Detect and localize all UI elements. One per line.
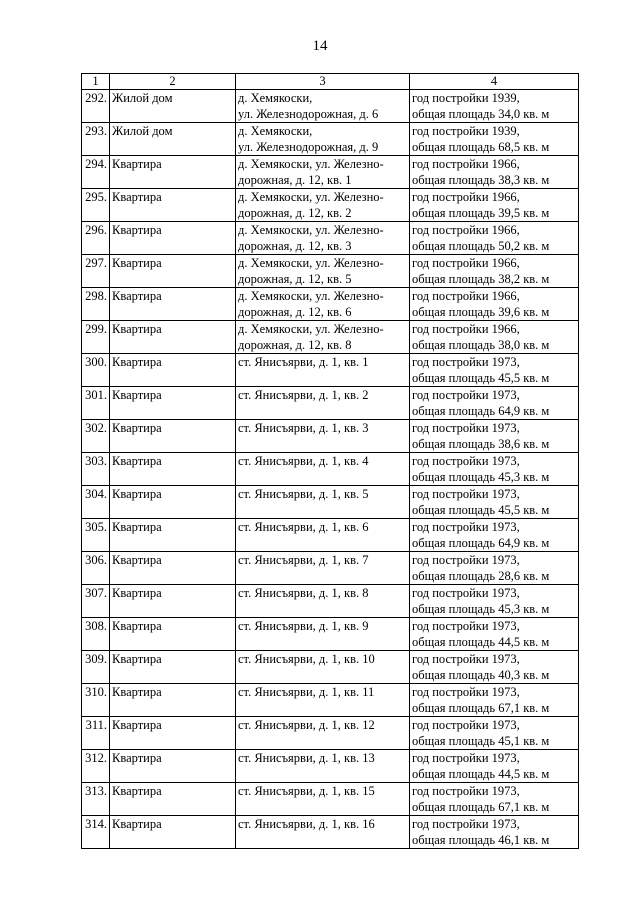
row-number-cell: [82, 717, 110, 750]
address-line: ст. Янисъярви, д. 1, кв. 7: [238, 553, 369, 567]
build-year-line: год постройки 1973,: [412, 454, 520, 468]
table-row: [82, 486, 579, 519]
address-cell: [236, 255, 410, 288]
row-number: 303.: [85, 454, 107, 468]
object-name: Квартира: [112, 751, 162, 765]
table-row: [82, 717, 579, 750]
address-line: д. Хемякоски, ул. Железно-: [238, 190, 384, 204]
object-name: Квартира: [112, 586, 162, 600]
address-line: ст. Янисъярви, д. 1, кв. 9: [238, 619, 369, 633]
table-row: [82, 354, 579, 387]
row-number-cell: [82, 156, 110, 189]
object-cell: [110, 255, 236, 288]
address-line: ст. Янисъярви, д. 1, кв. 2: [238, 388, 369, 402]
row-number-cell: [82, 519, 110, 552]
object-cell: [110, 750, 236, 783]
address-line: ст. Янисъярви, д. 1, кв. 10: [238, 652, 375, 666]
object-cell: [110, 90, 236, 123]
object-name: Квартира: [112, 190, 162, 204]
info-cell: [410, 90, 579, 123]
info-cell: [410, 288, 579, 321]
address-cell: [236, 783, 410, 816]
object-name: Квартира: [112, 817, 162, 831]
build-year-line: год постройки 1939,: [412, 91, 520, 105]
row-number: 306.: [85, 553, 107, 567]
info-cell: [410, 585, 579, 618]
row-number: 293.: [85, 124, 107, 138]
info-cell: [410, 750, 579, 783]
row-number-cell: [82, 651, 110, 684]
address-line: дорожная, д. 12, кв. 5: [238, 272, 352, 286]
object-cell: [110, 123, 236, 156]
table-row: [82, 255, 579, 288]
build-year-line: год постройки 1973,: [412, 652, 520, 666]
address-cell: [236, 651, 410, 684]
build-year-line: год постройки 1973,: [412, 355, 520, 369]
row-number: 313.: [85, 784, 107, 798]
address-cell: [236, 321, 410, 354]
object-cell: [110, 189, 236, 222]
info-cell: [410, 420, 579, 453]
build-year-line: год постройки 1973,: [412, 520, 520, 534]
address-line: ст. Янисъярви, д. 1, кв. 8: [238, 586, 369, 600]
address-cell: [236, 387, 410, 420]
object-cell: [110, 486, 236, 519]
address-line: ст. Янисъярви, д. 1, кв. 15: [238, 784, 375, 798]
row-number: 298.: [85, 289, 107, 303]
build-year-line: год постройки 1966,: [412, 223, 520, 237]
info-cell: [410, 486, 579, 519]
build-year-line: год постройки 1973,: [412, 421, 520, 435]
area-line: общая площадь 39,6 кв. м: [412, 305, 550, 319]
area-line: общая площадь 45,5 кв. м: [412, 503, 550, 517]
table-row: [82, 156, 579, 189]
object-name: Квартира: [112, 157, 162, 171]
table-row: [82, 123, 579, 156]
build-year-line: год постройки 1973,: [412, 718, 520, 732]
object-name: Квартира: [112, 223, 162, 237]
table-row: [82, 90, 579, 123]
row-number: 297.: [85, 256, 107, 270]
object-cell: [110, 321, 236, 354]
object-name: Квартира: [112, 256, 162, 270]
area-line: общая площадь 67,1 кв. м: [412, 701, 550, 715]
row-number: 305.: [85, 520, 107, 534]
page-number: 14: [312, 38, 328, 54]
row-number: 304.: [85, 487, 107, 501]
area-line: общая площадь 64,9 кв. м: [412, 404, 550, 418]
table-row: [82, 519, 579, 552]
info-cell: [410, 453, 579, 486]
info-cell: [410, 222, 579, 255]
row-number-cell: [82, 255, 110, 288]
column-header: 2: [110, 74, 236, 90]
object-cell: [110, 156, 236, 189]
row-number: 294.: [85, 157, 107, 171]
column-header: 1: [82, 74, 110, 90]
object-cell: [110, 651, 236, 684]
object-name: Квартира: [112, 520, 162, 534]
row-number-cell: [82, 618, 110, 651]
row-number-cell: [82, 321, 110, 354]
area-line: общая площадь 38,3 кв. м: [412, 173, 550, 187]
row-number-cell: [82, 552, 110, 585]
address-cell: [236, 684, 410, 717]
info-cell: [410, 552, 579, 585]
object-name: Квартира: [112, 652, 162, 666]
address-cell: [236, 750, 410, 783]
row-number-cell: [82, 585, 110, 618]
row-number-cell: [82, 486, 110, 519]
build-year-line: год постройки 1973,: [412, 619, 520, 633]
info-cell: [410, 321, 579, 354]
address-line: ст. Янисъярви, д. 1, кв. 1: [238, 355, 369, 369]
info-cell: [410, 189, 579, 222]
area-line: общая площадь 45,1 кв. м: [412, 734, 550, 748]
address-line: д. Хемякоски, ул. Железно-: [238, 289, 384, 303]
table-row: [82, 651, 579, 684]
object-name: Квартира: [112, 553, 162, 567]
address-line: дорожная, д. 12, кв. 8: [238, 338, 352, 352]
object-name: Квартира: [112, 388, 162, 402]
address-line: ст. Янисъярви, д. 1, кв. 6: [238, 520, 369, 534]
build-year-line: год постройки 1973,: [412, 784, 520, 798]
row-number: 296.: [85, 223, 107, 237]
area-line: общая площадь 68,5 кв. м: [412, 140, 550, 154]
area-line: общая площадь 45,3 кв. м: [412, 470, 550, 484]
area-line: общая площадь 67,1 кв. м: [412, 800, 550, 814]
object-name: Квартира: [112, 454, 162, 468]
address-line: ст. Янисъярви, д. 1, кв. 12: [238, 718, 375, 732]
info-cell: [410, 354, 579, 387]
address-cell: [236, 519, 410, 552]
row-number: 314.: [85, 817, 107, 831]
row-number-cell: [82, 387, 110, 420]
table-row: [82, 453, 579, 486]
build-year-line: год постройки 1973,: [412, 751, 520, 765]
table-header-row: [82, 74, 579, 90]
address-cell: [236, 123, 410, 156]
row-number: 300.: [85, 355, 107, 369]
area-line: общая площадь 44,5 кв. м: [412, 635, 550, 649]
build-year-line: год постройки 1939,: [412, 124, 520, 138]
object-name: Квартира: [112, 784, 162, 798]
address-line: дорожная, д. 12, кв. 3: [238, 239, 352, 253]
area-line: общая площадь 38,6 кв. м: [412, 437, 550, 451]
row-number-cell: [82, 453, 110, 486]
address-line: ст. Янисъярви, д. 1, кв. 11: [238, 685, 375, 699]
address-cell: [236, 816, 410, 849]
object-cell: [110, 618, 236, 651]
area-line: общая площадь 44,5 кв. м: [412, 767, 550, 781]
build-year-line: год постройки 1973,: [412, 388, 520, 402]
row-number: 299.: [85, 322, 107, 336]
info-cell: [410, 651, 579, 684]
table-row: [82, 684, 579, 717]
row-number-cell: [82, 420, 110, 453]
object-cell: [110, 387, 236, 420]
row-number: 307.: [85, 586, 107, 600]
object-cell: [110, 717, 236, 750]
address-line: д. Хемякоски, ул. Железно-: [238, 157, 384, 171]
table-row: [82, 189, 579, 222]
address-line: д. Хемякоски, ул. Железно-: [238, 322, 384, 336]
object-name: Квартира: [112, 421, 162, 435]
area-line: общая площадь 45,3 кв. м: [412, 602, 550, 616]
area-line: общая площадь 28,6 кв. м: [412, 569, 550, 583]
area-line: общая площадь 64,9 кв. м: [412, 536, 550, 550]
area-line: общая площадь 45,5 кв. м: [412, 371, 550, 385]
build-year-line: год постройки 1973,: [412, 553, 520, 567]
address-line: д. Хемякоски, ул. Железно-: [238, 256, 384, 270]
build-year-line: год постройки 1966,: [412, 190, 520, 204]
table-row: [82, 618, 579, 651]
object-cell: [110, 519, 236, 552]
info-cell: [410, 618, 579, 651]
address-cell: [236, 354, 410, 387]
row-number: 309.: [85, 652, 107, 666]
address-cell: [236, 420, 410, 453]
info-cell: [410, 717, 579, 750]
address-line: д. Хемякоски,: [238, 124, 313, 138]
table-row: [82, 387, 579, 420]
row-number-cell: [82, 123, 110, 156]
info-cell: [410, 684, 579, 717]
table-row: [82, 585, 579, 618]
row-number: 310.: [85, 685, 107, 699]
object-cell: [110, 354, 236, 387]
address-cell: [236, 453, 410, 486]
info-cell: [410, 156, 579, 189]
info-cell: [410, 816, 579, 849]
object-cell: [110, 288, 236, 321]
row-number-cell: [82, 90, 110, 123]
build-year-line: год постройки 1966,: [412, 322, 520, 336]
address-cell: [236, 156, 410, 189]
row-number-cell: [82, 750, 110, 783]
address-line: ул. Железнодорожная, д. 9: [238, 140, 379, 154]
area-line: общая площадь 40,3 кв. м: [412, 668, 550, 682]
address-line: д. Хемякоски, ул. Железно-: [238, 223, 384, 237]
area-line: общая площадь 50,2 кв. м: [412, 239, 550, 253]
row-number: 302.: [85, 421, 107, 435]
table-row: [82, 420, 579, 453]
area-line: общая площадь 34,0 кв. м: [412, 107, 550, 121]
address-line: д. Хемякоски,: [238, 91, 313, 105]
table-row: [82, 816, 579, 849]
address-line: ст. Янисъярви, д. 1, кв. 13: [238, 751, 375, 765]
info-cell: [410, 519, 579, 552]
row-number-cell: [82, 288, 110, 321]
address-line: ст. Янисъярви, д. 1, кв. 3: [238, 421, 369, 435]
row-number: 312.: [85, 751, 107, 765]
row-number: 295.: [85, 190, 107, 204]
address-cell: [236, 486, 410, 519]
table-row: [82, 288, 579, 321]
object-cell: [110, 783, 236, 816]
info-cell: [410, 123, 579, 156]
area-line: общая площадь 46,1 кв. м: [412, 833, 550, 847]
object-name: Квартира: [112, 619, 162, 633]
row-number-cell: [82, 816, 110, 849]
build-year-line: год постройки 1966,: [412, 289, 520, 303]
address-line: дорожная, д. 12, кв. 2: [238, 206, 352, 220]
column-header: 4: [410, 74, 579, 90]
row-number: 311.: [85, 718, 107, 732]
address-cell: [236, 90, 410, 123]
table-row: [82, 222, 579, 255]
build-year-line: год постройки 1966,: [412, 256, 520, 270]
build-year-line: год постройки 1973,: [412, 586, 520, 600]
row-number: 308.: [85, 619, 107, 633]
object-name: Квартира: [112, 685, 162, 699]
info-cell: [410, 387, 579, 420]
address-line: ст. Янисъярви, д. 1, кв. 4: [238, 454, 369, 468]
object-cell: [110, 552, 236, 585]
address-line: дорожная, д. 12, кв. 6: [238, 305, 352, 319]
object-cell: [110, 684, 236, 717]
column-header: 3: [236, 74, 410, 90]
object-name: Квартира: [112, 718, 162, 732]
row-number-cell: [82, 354, 110, 387]
address-line: ст. Янисъярви, д. 1, кв. 5: [238, 487, 369, 501]
address-cell: [236, 585, 410, 618]
address-cell: [236, 717, 410, 750]
area-line: общая площадь 39,5 кв. м: [412, 206, 550, 220]
address-cell: [236, 618, 410, 651]
row-number: 301.: [85, 388, 107, 402]
address-cell: [236, 552, 410, 585]
address-cell: [236, 189, 410, 222]
row-number-cell: [82, 222, 110, 255]
address-line: ст. Янисъярви, д. 1, кв. 16: [238, 817, 375, 831]
info-cell: [410, 255, 579, 288]
table-row: [82, 321, 579, 354]
object-name: Жилой дом: [112, 91, 173, 105]
build-year-line: год постройки 1973,: [412, 685, 520, 699]
object-cell: [110, 816, 236, 849]
object-cell: [110, 453, 236, 486]
address-cell: [236, 222, 410, 255]
object-cell: [110, 585, 236, 618]
row-number-cell: [82, 189, 110, 222]
table-row: [82, 783, 579, 816]
object-name: Квартира: [112, 355, 162, 369]
object-name: Квартира: [112, 322, 162, 336]
row-number-cell: [82, 783, 110, 816]
info-cell: [410, 783, 579, 816]
object-cell: [110, 222, 236, 255]
table-body: [82, 90, 579, 849]
row-number: 292.: [85, 91, 107, 105]
build-year-line: год постройки 1973,: [412, 487, 520, 501]
table-row: [82, 552, 579, 585]
build-year-line: год постройки 1966,: [412, 157, 520, 171]
address-line: ул. Железнодорожная, д. 6: [238, 107, 379, 121]
table-row: [82, 750, 579, 783]
object-cell: [110, 420, 236, 453]
address-cell: [236, 288, 410, 321]
object-name: Жилой дом: [112, 124, 173, 138]
object-name: Квартира: [112, 487, 162, 501]
build-year-line: год постройки 1973,: [412, 817, 520, 831]
area-line: общая площадь 38,0 кв. м: [412, 338, 550, 352]
address-line: дорожная, д. 12, кв. 1: [238, 173, 352, 187]
row-number-cell: [82, 684, 110, 717]
area-line: общая площадь 38,2 кв. м: [412, 272, 550, 286]
object-name: Квартира: [112, 289, 162, 303]
property-table: [81, 73, 579, 849]
